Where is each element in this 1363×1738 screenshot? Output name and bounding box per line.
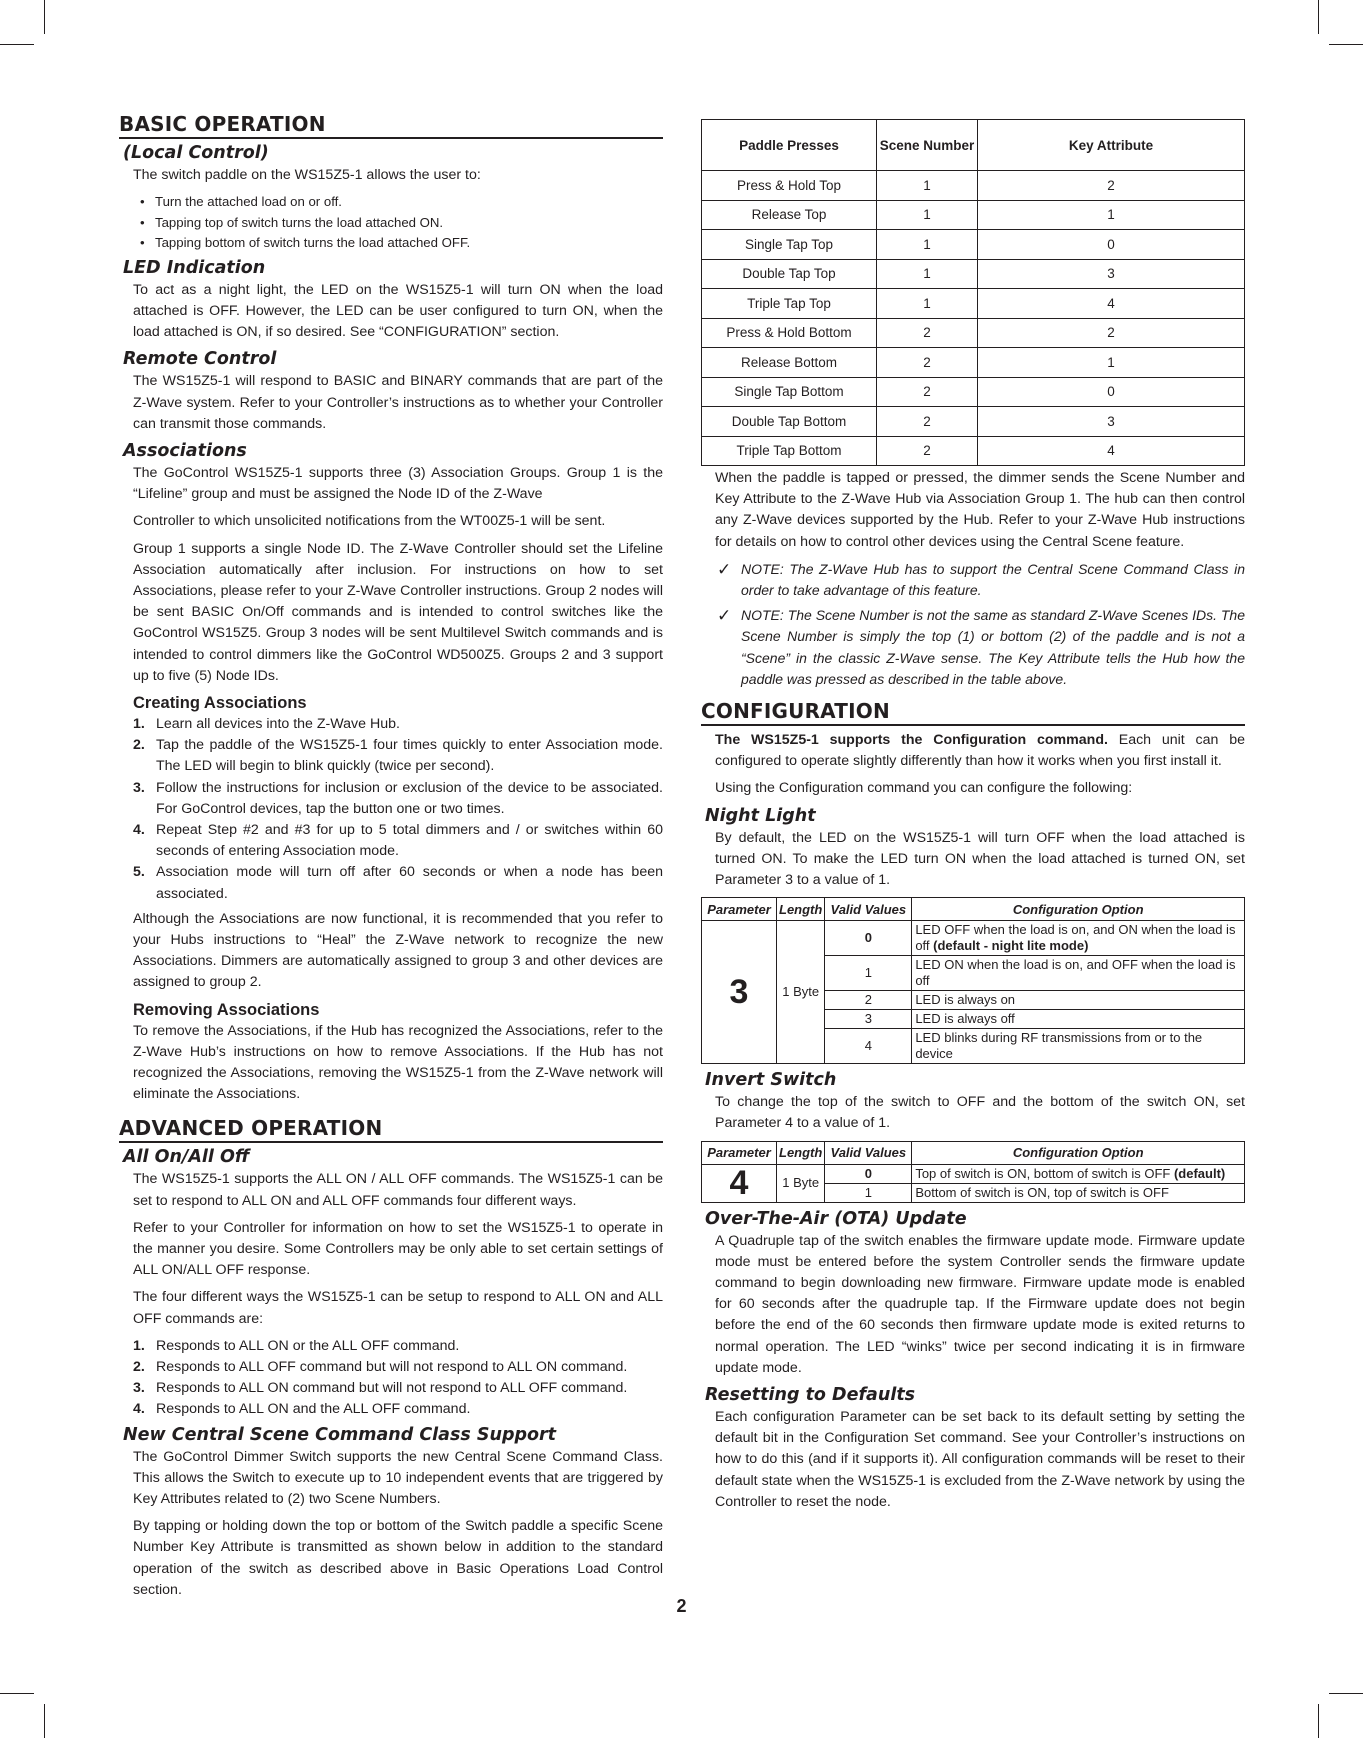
creating-associations-steps (119, 714, 663, 905)
value-cell: 3 (825, 1010, 912, 1029)
table-cell: 2 (978, 318, 1245, 348)
value-cell: 0 (825, 921, 912, 956)
option-text: Top of switch is ON, bottom of switch is OFF (915, 1165, 1171, 1181)
remote-control-text: The WS15Z5-1 will respond to BASIC and BINARY commands that are part of the Z-Wave system. Refer to your Controller’s instructions as to whether your Controller can transmit those commands. (133, 373, 663, 432)
table-row (702, 289, 1245, 319)
crop-mark (1329, 44, 1363, 45)
table-cell: 1 (978, 348, 1245, 378)
all-on-off-heading: All On/All Off (123, 1147, 250, 1168)
configuration-intro-bold: The WS15Z5-1 supports the Configuration command. (715, 732, 1108, 749)
list-item (133, 820, 663, 862)
configuration-heading: CONFIGURATION (701, 700, 1245, 726)
column-header: Key Attribute (978, 120, 1245, 171)
table-row (702, 230, 1245, 260)
invert-switch-table (701, 1141, 1245, 1203)
step-text: Association mode will turn off after 60 seconds or when a node has been associated. (156, 864, 663, 902)
list-item: • Tapping bottom of switch turns the load attached OFF. (133, 233, 663, 254)
all-on-off-p2: Refer to your Controller for information on how to set the WS15Z5-1 to operate in the manner you desire. Some Controllers may be only able to set certain settings of ALL ON/ALL OFF response. (133, 1219, 663, 1279)
basic-operation-heading: BASIC OPERATION (119, 113, 663, 139)
crop-mark (44, 0, 45, 34)
crop-mark (0, 44, 34, 45)
option-cell (912, 921, 1245, 956)
creating-associations-heading: Creating Associations (133, 693, 307, 712)
crop-mark (1329, 1693, 1363, 1694)
step-number: 2. (133, 737, 145, 754)
note-text: NOTE: The Scene Number is not the same as standard Z-Wave Scenes IDs. The Scene Number is simply the top (1) or bottom (2) of the paddle and is not a “Scene” in the classic Z-Wave sense. The Key Attribute tells the Hub how the paddle was pressed as described in the table above. (741, 607, 1245, 687)
configuration-p2: Using the Configuration command you can configure the following: (715, 780, 1133, 797)
checkmark-icon: ✓ (717, 606, 732, 626)
table-cell: 2 (877, 377, 978, 407)
option-default: (default - night lite mode) (929, 938, 1089, 954)
step-text: Repeat Step #2 and #3 for up to 5 total dimmers and / or switches within 60 seconds of entering Association mode. (156, 821, 663, 860)
crop-mark (1318, 0, 1319, 34)
option-default: (default) (1170, 1165, 1226, 1181)
list-item (133, 1378, 663, 1399)
table-row (702, 348, 1245, 378)
list-item: • Tapping top of switch turns the load attached ON. (133, 213, 663, 234)
table-cell: 4 (978, 289, 1245, 319)
ota-update-text: A Quadruple tap of the switch enables the firmware update mode. Firmware update mode must be entered before the system Controller sends the firmware update command to begin downloading new firmware. Firmware update mode is enabled for 60 seconds after the quadruple tap. If the Firmware update does not begin before the end of the 60 seconds then firmware update mode is exited returns to normal operation. The LED “winks” twice per second indicating it is in firmware update mode. (715, 1232, 1245, 1376)
table-row (702, 171, 1245, 201)
table-cell: Single Tap Top (702, 230, 877, 260)
advanced-operation-heading: ADVANCED OPERATION (119, 1117, 663, 1143)
value-cell: 2 (825, 991, 912, 1010)
step-text: Follow the instructions for inclusion or exclusion of the device to be associated. For GoControl devices, tap the button one or two times. (156, 779, 663, 817)
associations-after: Although the Associations are now functional, it is recommended that you refer to your Hubs instructions to “Heal” the Z-Wave network to recognize the new Associations. Dimmers are automatically assigned to group 3 and other devices are assigned to group 2. (133, 910, 663, 991)
column-header: Length (777, 1141, 825, 1164)
table-row (702, 259, 1245, 289)
associations-p2: Controller to which unsolicited notifications from the WT00Z5-1 will be sent. (133, 513, 606, 530)
column-header: Parameter (702, 1141, 777, 1164)
list-item (133, 735, 663, 777)
table-cell: 1 (877, 259, 978, 289)
night-light-table (701, 897, 1245, 1064)
item-text: Responds to ALL ON and the ALL OFF command. (156, 1401, 471, 1418)
parameter-number: 4 (702, 1164, 777, 1202)
resetting-defaults-heading: Resetting to Defaults (705, 1385, 916, 1406)
invert-switch-heading: Invert Switch (705, 1070, 837, 1091)
associations-p3: Group 1 supports a single Node ID. The Z-Wave Controller should set the Lifeline Association automatically after inclusion. For instructions on how to set Associations, please refer to your Z-Wave Controller instructions. Group 2 nodes will be sent BASIC On/Off commands and is intended to control switches like the GoControl WS15Z5. Group 3 nodes will be sent Multilevel Switch commands and is intended to control dimmers like the GoControl WD500Z5. Groups 2 and 3 support up to five (5) Node IDs. (133, 540, 663, 684)
central-scene-p1: The GoControl Dimmer Switch supports the new Central Scene Command Class. This allows the Switch to execute up to 10 independent events that are triggered by Key Attributes related to (2) two Scene Numbers. (133, 1448, 663, 1508)
step-text: Learn all devices into the Z-Wave Hub. (156, 715, 400, 732)
associations-p1: The GoControl WS15Z5-1 supports three (3) Association Groups. Group 1 is the “Lifeline” group and must be assigned the Node ID of the Z-Wave (133, 464, 663, 503)
night-light-text: By default, the LED on the WS15Z5-1 will turn OFF when the load attached is turned ON. To make the LED turn ON when the load attached is turned ON, set Parameter 3 to a value of 1. (715, 829, 1245, 889)
table-cell: 1 (877, 289, 978, 319)
item-number: 4. (133, 1401, 145, 1418)
column-header: Scene Number (877, 120, 978, 171)
column-header: Configuration Option (912, 1141, 1245, 1164)
local-control-list (119, 192, 663, 254)
page-number: 2 (676, 1596, 687, 1616)
crop-mark (1318, 1704, 1319, 1738)
crop-mark (0, 1693, 34, 1694)
table-cell: Press & Hold Top (702, 171, 877, 201)
table-row (702, 1164, 1245, 1183)
table-header-row (702, 120, 1245, 171)
table-cell: 1 (978, 200, 1245, 230)
parameter-number: 3 (702, 921, 777, 1064)
table-row (702, 377, 1245, 407)
table-cell: 2 (877, 318, 978, 348)
length-cell: 1 Byte (777, 921, 825, 1064)
table-row (702, 318, 1245, 348)
option-cell (912, 1164, 1245, 1183)
table-cell: 3 (978, 259, 1245, 289)
list-item (133, 1336, 663, 1357)
item-text: Responds to ALL ON or the ALL OFF command. (156, 1337, 460, 1354)
scene-table-after: When the paddle is tapped or pressed, the dimmer sends the Scene Number and Key Attribute to the Z-Wave Hub via Association Group 1. The hub can then control any Z-Wave devices supported by the Hub. Refer to your Z-Wave Hub instructions for details on how to control other devices using the Central Scene feature. (715, 470, 1245, 550)
removing-associations-text: To remove the Associations, if the Hub has recognized the Associations, refer to the Z-Wave Hub’s instructions on how to remove Associations. If the Hub has not recognized the Associations, removing the WS15Z5-1 from the Z-Wave network will eliminate the Associations. (133, 1022, 663, 1103)
list-item (133, 714, 663, 735)
column-header: Configuration Option (912, 898, 1245, 921)
table-cell: 2 (978, 171, 1245, 201)
configuration-intro (701, 730, 1245, 772)
central-scene-p2: By tapping or holding down the top or bottom of the Switch paddle a specific Scene Number Key Attribute is transmitted as shown below in addition to the standard operation of the switch as described above in Basic Operations Load Control section. (133, 1518, 663, 1598)
local-control-intro: The switch paddle on the WS15Z5-1 allows the user to: (133, 167, 481, 183)
item-number: 2. (133, 1359, 145, 1376)
column-header: Valid Values (825, 898, 912, 921)
table-row (702, 200, 1245, 230)
option-cell: LED ON when the load is on, and OFF when the load is off (912, 956, 1245, 991)
night-light-heading: Night Light (705, 805, 816, 826)
step-number: 4. (133, 821, 145, 838)
resetting-defaults-text: Each configuration Parameter can be set back to its default setting by setting the default bit in the Configuration Set command. See your Controller’s instructions on how to do this (and if it supports it). All configuration commands will be reset to their default state when the WS15Z5-1 is excluded from the Z-Wave network by using the Controller to reset the node. (715, 1409, 1245, 1510)
table-cell: 2 (877, 436, 978, 466)
all-on-off-p1: The WS15Z5-1 supports the ALL ON / ALL OFF commands. The WS15Z5-1 can be set to respond to ALL ON and ALL OFF commands four different ways. (133, 1171, 663, 1209)
local-control-heading: (Local Control) (123, 143, 269, 163)
list-item (133, 1399, 663, 1420)
table-cell: Triple Tap Top (702, 289, 877, 319)
value-cell: 4 (825, 1029, 912, 1064)
table-cell: Double Tap Top (702, 259, 877, 289)
removing-associations-heading: Removing Associations (133, 1000, 320, 1019)
table-row (702, 407, 1245, 437)
item-number: 1. (133, 1337, 145, 1354)
table-row (702, 921, 1245, 956)
checkmark-icon: ✓ (717, 559, 732, 579)
step-number: 3. (133, 779, 145, 796)
length-cell: 1 Byte (777, 1164, 825, 1202)
item-text: Responds to ALL OFF command but will not respond to ALL ON command. (156, 1359, 628, 1376)
list-item (133, 778, 663, 820)
list-item (133, 862, 663, 904)
column-header: Valid Values (825, 1141, 912, 1164)
step-number: 5. (133, 864, 145, 881)
all-on-off-list (119, 1336, 663, 1421)
note (701, 559, 1245, 601)
table-cell: Press & Hold Bottom (702, 318, 877, 348)
invert-switch-text: To change the top of the switch to OFF and the bottom of the switch ON, set Parameter 4 to a value of 1. (715, 1094, 1245, 1132)
table-cell: Release Top (702, 200, 877, 230)
table-cell: 2 (877, 348, 978, 378)
ota-update-heading: Over-The-Air (OTA) Update (705, 1208, 967, 1229)
associations-heading: Associations (123, 440, 247, 461)
table-cell: 1 (877, 171, 978, 201)
list-item (133, 1357, 663, 1378)
remote-control-heading: Remote Control (123, 349, 277, 370)
configuration-intro-rest: Each unit can be configured to operate slightly differently than how it works when you first install it. (715, 732, 1245, 770)
step-number: 1. (133, 715, 145, 732)
table-cell: 1 (877, 230, 978, 260)
table-cell: 2 (877, 407, 978, 437)
table-header-row (702, 898, 1245, 921)
note-text: NOTE: The Z-Wave Hub has to support the Central Scene Command Class in order to take advantage of this feature. (741, 560, 1245, 599)
table-cell: 3 (978, 407, 1245, 437)
table-cell: 4 (978, 436, 1245, 466)
scene-table (701, 119, 1245, 466)
column-header: Parameter (702, 898, 777, 921)
item-number: 3. (133, 1380, 145, 1397)
note (701, 605, 1245, 690)
central-scene-heading: New Central Scene Command Class Support (123, 1424, 557, 1445)
table-row (702, 436, 1245, 466)
value-cell: 0 (825, 1164, 912, 1183)
option-cell: LED is always on (912, 991, 1245, 1010)
option-text: LED OFF when the load is on, and ON when the load is off (915, 922, 1236, 954)
option-cell: LED blinks during RF transmissions from or to the device (912, 1029, 1245, 1064)
value-cell: 1 (825, 956, 912, 991)
all-on-off-p3: The four different ways the WS15Z5-1 can be setup to respond to ALL ON and ALL OFF commands are: (133, 1289, 663, 1327)
option-cell: Bottom of switch is ON, top of switch is OFF (912, 1183, 1245, 1202)
table-header-row (702, 1141, 1245, 1164)
table-cell: Double Tap Bottom (702, 407, 877, 437)
table-cell: 0 (978, 377, 1245, 407)
value-cell: 1 (825, 1183, 912, 1202)
crop-mark (44, 1704, 45, 1738)
table-cell: 1 (877, 200, 978, 230)
led-indication-text: To act as a night light, the LED on the WS15Z5-1 will turn ON when the load attached is OFF. However, the LED can be user configured to turn ON, when the load attached is ON, if so desired. See “CONFIGURATION” section. (133, 281, 663, 341)
led-indication-heading: LED Indication (123, 257, 266, 278)
table-cell: Release Bottom (702, 348, 877, 378)
item-text: Responds to ALL ON command but will not respond to ALL OFF command. (156, 1380, 628, 1397)
column-header: Paddle Presses (702, 120, 877, 171)
list-item: • Turn the attached load on or off. (133, 192, 663, 213)
left-column (119, 113, 663, 1607)
table-cell: Triple Tap Bottom (702, 436, 877, 466)
table-cell: 0 (978, 230, 1245, 260)
option-cell: LED is always off (912, 1010, 1245, 1029)
step-text: Tap the paddle of the WS15Z5-1 four times quickly to enter Association mode. The LED will begin to blink quickly (twice per second). (156, 737, 663, 775)
right-column (701, 119, 1245, 1519)
table-cell: Single Tap Bottom (702, 377, 877, 407)
column-header: Length (777, 898, 825, 921)
